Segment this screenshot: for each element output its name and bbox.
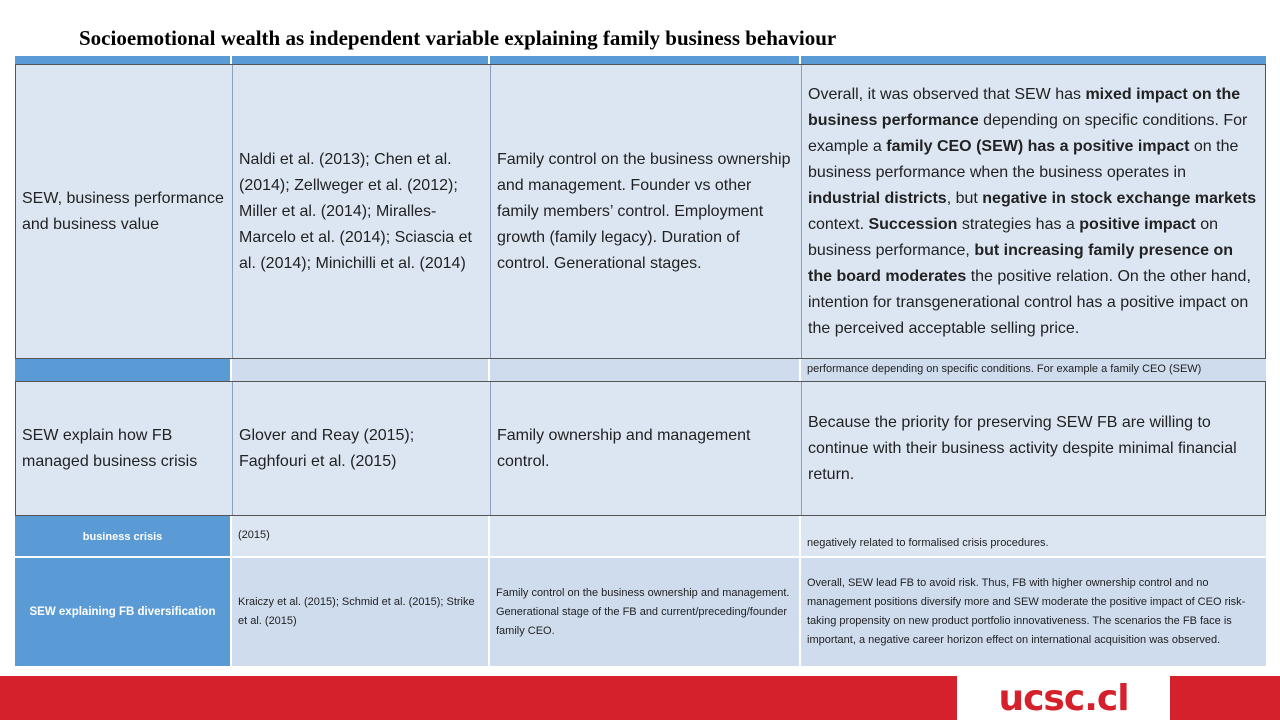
diversification-definition: Family control on the business ownership and management. Generational stage of the FB and current/preceding/founder family CEO. xyxy=(496,586,790,637)
performance-findings: Overall, it was observed that SEW has mixed impact on the business performance depending on specific conditions. For example a family CEO (SEW) has a positive impact on the business performance when the business operates in industrial districts, but negative in stock exchange markets context. Succession strategies has a positive impact on business performance, but increasing family presence on the board moderates the positive relation. On the other hand, intention for transgenerational control has a positive impact on the perceived acceptable selling price. xyxy=(808,85,1257,337)
callout-findings xyxy=(802,65,1265,358)
performance-topic: SEW, business performance and business value xyxy=(22,189,224,233)
table-cell-topic xyxy=(15,558,230,666)
table-header-topic xyxy=(15,56,230,64)
findings-strip-text: performance depending on specific conditions. For example a family CEO (SEW) xyxy=(807,363,1202,375)
diversification-authors: Kraiczy et al. (2015); Schmid et al. (2015); Strike et al. (2015) xyxy=(238,596,475,627)
table-cell-definition xyxy=(490,516,799,556)
table-cell-definition xyxy=(490,558,799,666)
table-cell-findings xyxy=(801,516,1266,556)
table-cell-definition xyxy=(490,358,799,381)
logo-text: ucsc.cl xyxy=(998,677,1129,719)
slide-title: Socioemotional wealth as independent variable explaining family business behaviour xyxy=(79,26,837,50)
callout-topic xyxy=(16,65,233,358)
table-cell-findings xyxy=(801,358,1266,381)
crisis-definition: Family ownership and management control. xyxy=(497,426,751,470)
crisis-authors-partial: (2015) xyxy=(238,529,270,541)
callout-performance xyxy=(15,64,1266,359)
table-cell-topic xyxy=(15,516,230,556)
table-header-findings xyxy=(801,56,1266,64)
table-cell-topic xyxy=(15,358,230,381)
crisis-topic-partial: business crisis xyxy=(82,531,163,543)
table-cell-findings xyxy=(801,558,1266,666)
table-cell-authors xyxy=(232,516,488,556)
performance-definition: Family control on the business ownership and management. Founder vs other family members’ control. Employment growth (family legacy). Duration of control. Generational stages. xyxy=(497,150,791,272)
performance-authors: Naldi et al. (2013); Chen et al. (2014); Zellweger et al. (2012); Miller et al. (2014); Miralles-Marcelo et al. (2014); Sciascia et al. (2014); Minichilli et al. (2014) xyxy=(239,150,472,272)
table-cell-authors xyxy=(232,358,488,381)
callout-topic xyxy=(16,382,233,515)
table-cell-authors xyxy=(232,558,488,666)
callout-authors xyxy=(233,382,491,515)
crisis-findings-partial: negatively related to formalised crisis procedures. xyxy=(807,537,1049,549)
callout-findings xyxy=(802,382,1265,515)
crisis-authors: Glover and Reay (2015); Faghfouri et al. (2015) xyxy=(239,426,415,470)
diversification-topic: SEW explaining FB diversification xyxy=(29,605,216,618)
diversification-findings: Overall, SEW lead FB to avoid risk. Thus, FB with higher ownership control and no management positions diversify more and SEW moderate the positive impact of CEO risk-taking propensity on new product portfolio innovativeness. The scenarios the FB face is important, a negative career horizon effect on international acquisition was observed. xyxy=(807,577,1246,646)
callout-definition xyxy=(491,382,802,515)
table-header-definition xyxy=(490,56,799,64)
ucsc-logo xyxy=(957,676,1170,720)
crisis-findings: Because the priority for preserving SEW FB are willing to continue with their business activity despite minimal financial return. xyxy=(808,413,1237,483)
callout-definition xyxy=(491,65,802,358)
callout-authors xyxy=(233,65,491,358)
table-header-authors xyxy=(232,56,488,64)
callout-crisis xyxy=(15,381,1266,516)
crisis-topic: SEW explain how FB managed business crisis xyxy=(22,426,198,470)
